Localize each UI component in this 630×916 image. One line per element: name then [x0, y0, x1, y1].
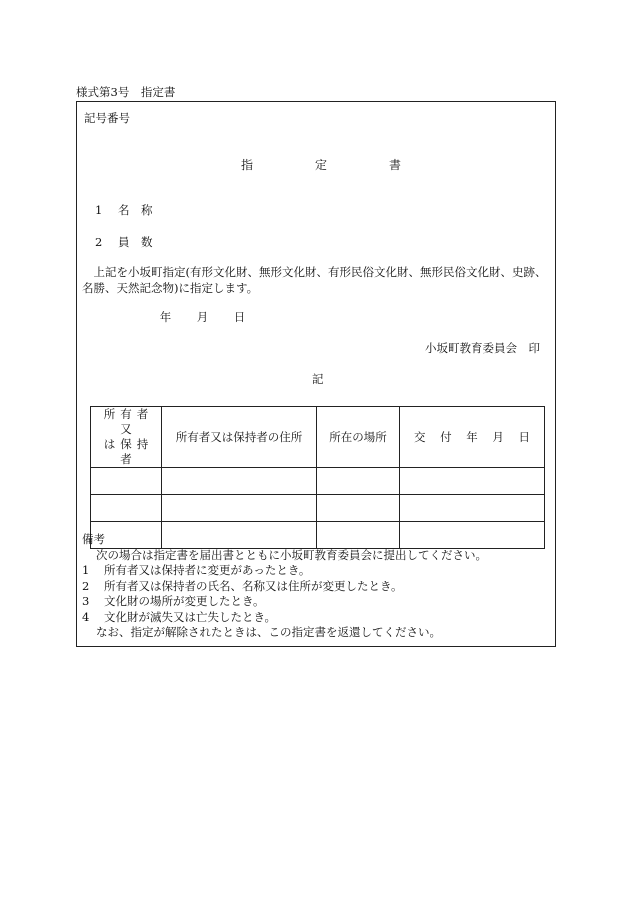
- remarks-item: 4 文化財が滅失又は亡失したとき。: [82, 609, 277, 624]
- remarks-item: 2 所有者又は保持者の氏名、名称又は住所が変更したとき。: [82, 578, 403, 593]
- document-heading: [241, 156, 401, 173]
- table-cell: [162, 468, 317, 495]
- issuer-signature: 小坂町教育委員会 印: [425, 341, 540, 355]
- holders-table: [90, 406, 545, 549]
- header-owner-holder: 所有者又 は保持者: [91, 407, 162, 468]
- item-number: 1: [95, 203, 103, 217]
- remarks-intro: 次の場合は指定書を届出書とともに小坂町教育委員会に提出してください。: [96, 547, 487, 562]
- item-count: [95, 234, 152, 250]
- table-cell: [400, 495, 545, 522]
- date-year: 年: [159, 310, 172, 324]
- statement-line: 名勝、天然記念物)に指定します。: [82, 281, 259, 295]
- header-issue-date: 交 付 年 月 日: [400, 407, 545, 468]
- heading-char: 指: [241, 158, 254, 172]
- remarks-item: 1 所有者又は保持者に変更があったとき。: [82, 563, 311, 577]
- date-day: 日: [233, 310, 246, 324]
- header-owner-address: 所有者又は保持者の住所: [162, 407, 317, 468]
- remarks-closing: なお、指定が解除されたときは、この指定書を返還してください。: [96, 625, 441, 639]
- item-number: 2: [95, 235, 103, 249]
- table-cell: [317, 468, 400, 495]
- issue-date-line: [154, 309, 251, 325]
- item-name: [95, 202, 152, 218]
- ki-label: 記: [312, 372, 324, 386]
- table-cell: [91, 468, 162, 495]
- table-cell: [162, 495, 317, 522]
- remarks-section: [82, 532, 487, 641]
- date-month: 月: [196, 310, 209, 324]
- item-label: 員 数: [117, 235, 153, 249]
- form-title: 様式第3号 指定書: [76, 85, 176, 99]
- item-label: 名 称: [117, 203, 153, 217]
- table-header-row: [91, 407, 545, 468]
- table-cell: [400, 468, 545, 495]
- table-cell: [317, 495, 400, 522]
- designation-certificate-frame: [76, 101, 556, 647]
- heading-char: 書: [388, 158, 401, 172]
- header-location: 所在の場所: [317, 407, 400, 468]
- table-cell: [91, 495, 162, 522]
- table-row: [91, 495, 545, 522]
- record-number-label: 記号番号: [84, 111, 130, 125]
- heading-char: 定: [314, 158, 327, 172]
- remarks-item: 3 文化財の場所が変更したとき。: [82, 594, 265, 608]
- statement-line: 上記を小坂町指定(有形文化財、無形文化財、有形民俗文化財、無形民俗文化財、史跡、: [82, 265, 547, 279]
- remarks-title: 備考: [82, 532, 105, 546]
- designation-statement: [82, 264, 552, 296]
- table-row: [91, 468, 545, 495]
